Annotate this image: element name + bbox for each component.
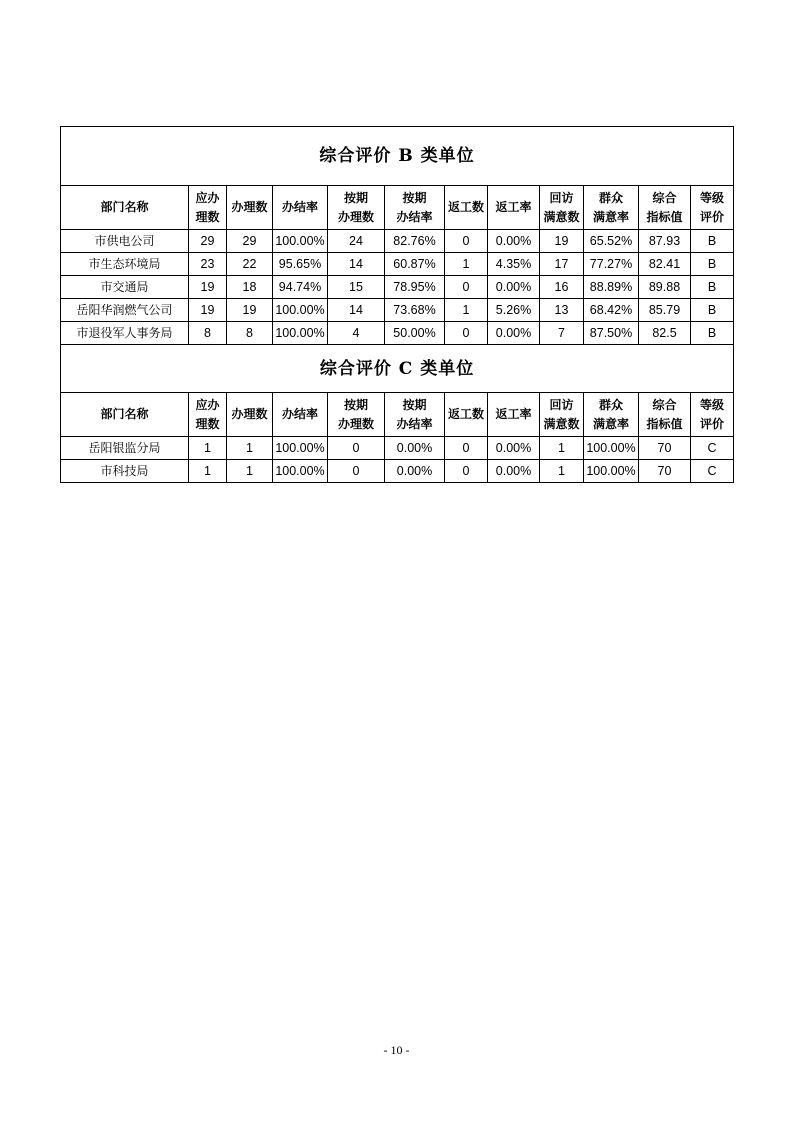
table-cell: 100.00% <box>273 460 328 483</box>
table-cell: 13 <box>540 299 584 322</box>
table-cell: 1 <box>189 437 227 460</box>
table-cell: 8 <box>189 322 227 345</box>
table-cell: 岳阳银监分局 <box>61 437 189 460</box>
header-ontime-handled: 按期 办理数 <box>328 393 385 437</box>
table-cell: 0.00% <box>488 460 540 483</box>
table-cell: 73.68% <box>385 299 445 322</box>
table-cell: 50.00% <box>385 322 445 345</box>
table-cell: 0.00% <box>385 460 445 483</box>
table-cell: 88.89% <box>584 276 639 299</box>
table-cell: 市退役军人事务局 <box>61 322 189 345</box>
table-header-row <box>61 186 734 230</box>
header-public-satisfaction: 群众 满意率 <box>584 186 639 230</box>
table-cell: B <box>691 253 734 276</box>
section-title-row <box>61 345 734 393</box>
evaluation-table <box>60 126 734 483</box>
table-cell: 100.00% <box>584 437 639 460</box>
table-cell: 89.88 <box>639 276 691 299</box>
table-cell: 100.00% <box>273 437 328 460</box>
header-dept-name: 部门名称 <box>61 186 189 230</box>
table-header-row <box>61 393 734 437</box>
table-cell: 1 <box>445 299 488 322</box>
table-cell: 65.52% <box>584 230 639 253</box>
section-title-row <box>61 127 734 186</box>
table-body <box>61 127 734 483</box>
table-cell: 70 <box>639 460 691 483</box>
table-row <box>61 230 734 253</box>
table-cell: 市交通局 <box>61 276 189 299</box>
table-cell: 70 <box>639 437 691 460</box>
table-cell: 市生态环境局 <box>61 253 189 276</box>
table-cell: 19 <box>189 299 227 322</box>
header-handled: 办理数 <box>227 393 273 437</box>
table-cell: 0 <box>445 322 488 345</box>
table-cell: 0.00% <box>385 437 445 460</box>
header-rework-count: 返工数 <box>445 393 488 437</box>
table-cell: 0.00% <box>488 437 540 460</box>
table-cell: 19 <box>540 230 584 253</box>
header-completion-rate: 办结率 <box>273 186 328 230</box>
table-cell: 95.65% <box>273 253 328 276</box>
header-rework-rate: 返工率 <box>488 186 540 230</box>
header-completion-rate: 办结率 <box>273 393 328 437</box>
header-ontime-handled: 按期 办理数 <box>328 186 385 230</box>
table-cell: 23 <box>189 253 227 276</box>
table-cell: 8 <box>227 322 273 345</box>
table-cell: 1 <box>227 460 273 483</box>
table-cell: B <box>691 299 734 322</box>
table-cell: 77.27% <box>584 253 639 276</box>
table-row <box>61 253 734 276</box>
table-cell: 19 <box>189 276 227 299</box>
table-cell: 94.74% <box>273 276 328 299</box>
table-cell: 14 <box>328 253 385 276</box>
header-revisit-satisfied: 回访 满意数 <box>540 393 584 437</box>
table-cell: 5.26% <box>488 299 540 322</box>
header-should-handle: 应办 理数 <box>189 393 227 437</box>
table-cell: C <box>691 437 734 460</box>
table-cell: 市科技局 <box>61 460 189 483</box>
table-cell: 15 <box>328 276 385 299</box>
table-cell: 0 <box>328 460 385 483</box>
table-cell: 68.42% <box>584 299 639 322</box>
table-cell: B <box>691 230 734 253</box>
table-cell: 19 <box>227 299 273 322</box>
header-revisit-satisfied: 回访 满意数 <box>540 186 584 230</box>
table-cell: 14 <box>328 299 385 322</box>
table-cell: 0.00% <box>488 276 540 299</box>
table-cell: 18 <box>227 276 273 299</box>
header-rework-count: 返工数 <box>445 186 488 230</box>
table-cell: 87.50% <box>584 322 639 345</box>
table-cell: 87.93 <box>639 230 691 253</box>
table-cell: 82.41 <box>639 253 691 276</box>
table-cell: 100.00% <box>584 460 639 483</box>
table-cell: 1 <box>227 437 273 460</box>
table-cell: 0.00% <box>488 322 540 345</box>
table-cell: 22 <box>227 253 273 276</box>
table-cell: 60.87% <box>385 253 445 276</box>
table-cell: 4 <box>328 322 385 345</box>
header-composite-index: 综合 指标值 <box>639 186 691 230</box>
header-grade: 等级 评价 <box>691 393 734 437</box>
header-public-satisfaction: 群众 满意率 <box>584 393 639 437</box>
table-row <box>61 276 734 299</box>
table-row <box>61 460 734 483</box>
table-cell: 29 <box>189 230 227 253</box>
table-cell: 岳阳华润燃气公司 <box>61 299 189 322</box>
table-cell: 4.35% <box>488 253 540 276</box>
header-ontime-rate: 按期 办结率 <box>385 186 445 230</box>
table-cell: 0 <box>445 437 488 460</box>
table-cell: 7 <box>540 322 584 345</box>
table-cell: 0 <box>445 276 488 299</box>
table-cell: 85.79 <box>639 299 691 322</box>
table-cell: 0 <box>445 460 488 483</box>
table-row <box>61 322 734 345</box>
table-row <box>61 437 734 460</box>
table-cell: 0 <box>445 230 488 253</box>
section-title: 综合评价 B 类单位 <box>61 127 734 186</box>
header-rework-rate: 返工率 <box>488 393 540 437</box>
table-cell: 1 <box>189 460 227 483</box>
header-handled: 办理数 <box>227 186 273 230</box>
table-cell: 0 <box>328 437 385 460</box>
table-cell: 100.00% <box>273 322 328 345</box>
page-number: - 10 - <box>383 1043 410 1057</box>
table-cell: C <box>691 460 734 483</box>
header-dept-name: 部门名称 <box>61 393 189 437</box>
table-cell: 16 <box>540 276 584 299</box>
table-cell: 82.76% <box>385 230 445 253</box>
header-ontime-rate: 按期 办结率 <box>385 393 445 437</box>
table-cell: 1 <box>540 460 584 483</box>
table-cell: 市供电公司 <box>61 230 189 253</box>
section-title: 综合评价 C 类单位 <box>61 345 734 393</box>
table-cell: 24 <box>328 230 385 253</box>
table-cell: 78.95% <box>385 276 445 299</box>
table-cell: 1 <box>540 437 584 460</box>
table-cell: 0.00% <box>488 230 540 253</box>
table-cell: 82.5 <box>639 322 691 345</box>
table-cell: 1 <box>445 253 488 276</box>
table-cell: 17 <box>540 253 584 276</box>
header-composite-index: 综合 指标值 <box>639 393 691 437</box>
table-cell: 29 <box>227 230 273 253</box>
table-cell: B <box>691 276 734 299</box>
table-cell: 100.00% <box>273 299 328 322</box>
table-cell: B <box>691 322 734 345</box>
header-should-handle: 应办 理数 <box>189 186 227 230</box>
header-grade: 等级 评价 <box>691 186 734 230</box>
table-cell: 100.00% <box>273 230 328 253</box>
table-row <box>61 299 734 322</box>
